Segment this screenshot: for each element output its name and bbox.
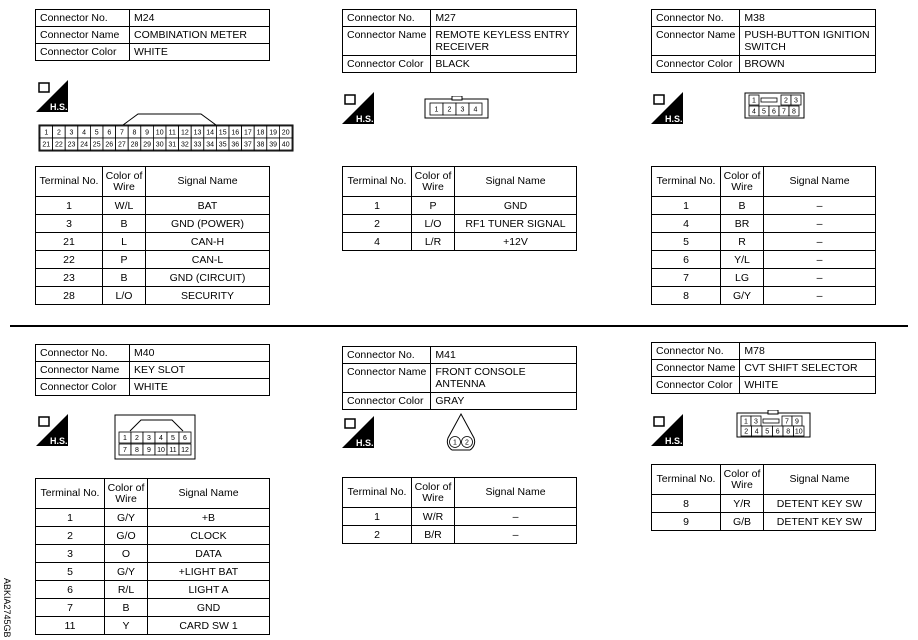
- terminal-no-cell: 28: [36, 287, 103, 305]
- connector-block-m40: [35, 344, 270, 396]
- wire-color-cell: L/O: [103, 287, 146, 305]
- signal-name-cell: CLOCK: [148, 527, 270, 545]
- connector-name-value: PUSH-BUTTON IGNITION SWITCH: [740, 27, 876, 56]
- pin-number: 5: [94, 129, 99, 137]
- pin-number: 26: [105, 141, 114, 149]
- connector-name-value: COMBINATION METER: [130, 27, 270, 44]
- signal-name-cell: SECURITY: [146, 287, 270, 305]
- connector-color-label: Connector Color: [36, 44, 130, 61]
- hs-label: H.S.: [356, 438, 374, 448]
- pin-number: 32: [181, 141, 189, 149]
- connector-name-label: Connector Name: [652, 27, 740, 56]
- connector-no-label: Connector No.: [36, 10, 130, 27]
- wire-color-cell: R/L: [105, 581, 148, 599]
- signal-name-cell: –: [455, 526, 577, 544]
- terminal-no-cell: 1: [343, 197, 412, 215]
- connector-name-value: CVT SHIFT SELECTOR: [740, 360, 876, 377]
- latch: [761, 98, 777, 102]
- wire-color-cell: Y/R: [721, 495, 764, 513]
- table-row: [36, 599, 270, 617]
- pin-number: 6: [775, 428, 780, 436]
- connector-color-label: Connector Color: [343, 393, 431, 410]
- connector-face-m78: [736, 410, 812, 443]
- hs-label: H.S.: [356, 114, 374, 124]
- pin-number: 1: [453, 439, 457, 447]
- pin-number: 2: [465, 439, 469, 447]
- terminal-no-cell: 2: [343, 526, 412, 544]
- pin-number: 14: [206, 129, 214, 137]
- table-row: [36, 197, 270, 215]
- pin-number: 10: [155, 129, 164, 137]
- pin-number: 19: [269, 129, 277, 137]
- connector-color-value: BLACK: [431, 56, 577, 73]
- terminal-table-m27: [342, 166, 577, 251]
- signal-name-cell: DATA: [148, 545, 270, 563]
- table-row: [652, 197, 876, 215]
- terminal-no-cell: 8: [652, 287, 721, 305]
- pin-number: 29: [143, 141, 151, 149]
- color-of-wire-header: Color of Wire: [412, 478, 455, 508]
- pin-number: 1: [123, 435, 127, 442]
- pin-number: 6: [107, 129, 112, 137]
- wire-color-cell: P: [103, 251, 146, 269]
- pin-number: 3: [147, 435, 151, 442]
- pin-number: 11: [169, 447, 177, 454]
- table-row: [343, 215, 577, 233]
- section-divider: [10, 325, 908, 327]
- pin-number: 9: [795, 418, 799, 426]
- pin-number: 12: [181, 129, 189, 137]
- table-row: [652, 251, 876, 269]
- terminal-no-cell: 2: [343, 215, 412, 233]
- terminal-no-cell: 5: [652, 233, 721, 251]
- signal-name-cell: LIGHT A: [148, 581, 270, 599]
- connector-info-table: [35, 9, 270, 61]
- signal-name-cell: CARD SW 1: [148, 617, 270, 635]
- terminal-table-m78: [651, 464, 876, 531]
- hs-label: H.S.: [665, 436, 683, 446]
- pin-number: 4: [752, 108, 756, 116]
- pin-number: 4: [82, 129, 87, 137]
- wire-color-cell: B/R: [412, 526, 455, 544]
- pin-number: 6: [183, 435, 187, 442]
- pin-number: 40: [281, 141, 290, 149]
- connector-color-value: WHITE: [130, 44, 270, 61]
- pin-number: 7: [119, 129, 124, 137]
- hs-icon: [651, 414, 681, 444]
- connector-face-m40: [114, 414, 196, 465]
- pin-number: 3: [69, 129, 74, 137]
- terminal-no-cell: 8: [652, 495, 721, 513]
- connector-face-m27: [424, 96, 490, 125]
- connector-name-value: KEY SLOT: [130, 362, 270, 379]
- signal-name-cell: GND (POWER): [146, 215, 270, 233]
- pin-number: 6: [772, 108, 776, 116]
- connector-name-label: Connector Name: [36, 27, 130, 44]
- pin-number: 22: [55, 141, 63, 149]
- signal-name-header: Signal Name: [148, 479, 270, 509]
- wire-color-cell: B: [103, 269, 146, 287]
- signal-name-cell: GND: [148, 599, 270, 617]
- pin-number: 1: [744, 418, 748, 426]
- connector-face-m41: [440, 412, 482, 459]
- pin-number: 13: [193, 129, 202, 137]
- wire-color-cell: LG: [721, 269, 764, 287]
- pin-number: 28: [130, 141, 139, 149]
- pin-number: 24: [80, 141, 88, 149]
- terminal-no-cell: 1: [652, 197, 721, 215]
- connector-name-value: FRONT CONSOLE ANTENNA: [431, 364, 577, 393]
- color-of-wire-header: Color of Wire: [721, 465, 764, 495]
- signal-name-header: Signal Name: [146, 167, 270, 197]
- terminal-no-cell: 22: [36, 251, 103, 269]
- table-row: [36, 215, 270, 233]
- terminal-no-header: Terminal No.: [36, 167, 103, 197]
- signal-name-cell: –: [764, 197, 876, 215]
- table-row: [343, 508, 577, 526]
- table-row: [343, 526, 577, 544]
- terminal-no-cell: 4: [343, 233, 412, 251]
- terminal-no-header: Terminal No.: [36, 479, 105, 509]
- terminal-table-m40: [35, 478, 270, 635]
- pin-number: 5: [765, 428, 770, 436]
- terminal-no-cell: 23: [36, 269, 103, 287]
- hs-icon: [342, 416, 372, 446]
- pin-number: 4: [473, 106, 478, 114]
- connector-no-label: Connector No.: [343, 10, 431, 27]
- table-row: [652, 513, 876, 531]
- signal-name-cell: –: [764, 233, 876, 251]
- connector-name-value: REMOTE KEYLESS ENTRY RECEIVER: [431, 27, 577, 56]
- connector-color-label: Connector Color: [36, 379, 130, 396]
- pin-number: 5: [762, 108, 766, 116]
- pin-number: 27: [118, 141, 126, 149]
- wire-color-cell: B: [103, 215, 146, 233]
- wire-color-cell: B: [721, 197, 764, 215]
- wire-color-cell: Y: [105, 617, 148, 635]
- table-row: [36, 617, 270, 635]
- terminal-no-header: Terminal No.: [652, 465, 721, 495]
- pin-number: 4: [754, 428, 759, 436]
- table-row: [36, 509, 270, 527]
- pin-number: 1: [434, 106, 439, 114]
- wire-color-cell: BR: [721, 215, 764, 233]
- terminal-no-header: Terminal No.: [343, 167, 412, 197]
- table-row: [36, 563, 270, 581]
- connector-color-label: Connector Color: [343, 56, 431, 73]
- table-row: [36, 269, 270, 287]
- connector-no-value: M27: [431, 10, 577, 27]
- wire-color-cell: G/O: [105, 527, 148, 545]
- pin-number: 21: [42, 141, 51, 149]
- pin-number: 11: [168, 129, 176, 137]
- wire-color-cell: L/O: [412, 215, 455, 233]
- terminal-no-cell: 21: [36, 233, 103, 251]
- terminal-no-header: Terminal No.: [652, 167, 721, 197]
- color-of-wire-header: Color of Wire: [721, 167, 764, 197]
- wire-color-cell: G/B: [721, 513, 764, 531]
- pin-number: 8: [135, 447, 139, 454]
- signal-name-cell: –: [764, 287, 876, 305]
- pin-number: 8: [792, 108, 796, 116]
- pin-number: 2: [447, 106, 452, 114]
- terminal-no-header: Terminal No.: [343, 478, 412, 508]
- pin-number: 5: [171, 435, 175, 442]
- pin-number: 2: [56, 129, 61, 137]
- connector-no-label: Connector No.: [652, 10, 740, 27]
- pin-number: 35: [218, 141, 227, 149]
- pin-number: 2: [135, 435, 139, 442]
- pin-number: 17: [244, 129, 252, 137]
- signal-name-cell: CAN-L: [146, 251, 270, 269]
- pin-number: 37: [244, 141, 252, 149]
- connector-no-value: M41: [431, 347, 577, 364]
- pin-number: 36: [231, 141, 240, 149]
- connector-name-label: Connector Name: [652, 360, 740, 377]
- connector-color-value: WHITE: [740, 377, 876, 394]
- pin-number: 9: [147, 447, 151, 454]
- terminal-table-m41: [342, 477, 577, 544]
- terminal-table-m24: [35, 166, 270, 305]
- pin-number: 1: [752, 97, 756, 105]
- connector-no-label: Connector No.: [343, 347, 431, 364]
- hs-label: H.S.: [50, 436, 68, 446]
- connector-no-label: Connector No.: [36, 345, 130, 362]
- wire-color-cell: O: [105, 545, 148, 563]
- signal-name-cell: BAT: [146, 197, 270, 215]
- pin-number: 31: [168, 141, 177, 149]
- signal-name-cell: +B: [148, 509, 270, 527]
- table-row: [36, 251, 270, 269]
- connector-no-label: Connector No.: [652, 343, 740, 360]
- hs-label: H.S.: [665, 114, 683, 124]
- terminal-no-cell: 2: [36, 527, 105, 545]
- pin-number: 18: [256, 129, 265, 137]
- connector-no-value: M38: [740, 10, 876, 27]
- wire-color-cell: G/Y: [105, 563, 148, 581]
- pin-number: 2: [744, 428, 749, 436]
- connector-block-m78: [651, 342, 876, 394]
- signal-name-cell: RF1 TUNER SIGNAL: [455, 215, 577, 233]
- pin-number: 10: [794, 428, 803, 436]
- table-row: [652, 495, 876, 513]
- table-row: [36, 545, 270, 563]
- signal-name-cell: –: [764, 251, 876, 269]
- terminal-no-cell: 1: [36, 509, 105, 527]
- signal-name-cell: –: [455, 508, 577, 526]
- connector-color-value: WHITE: [130, 379, 270, 396]
- connector-block-m27: [342, 9, 577, 73]
- table-row: [652, 287, 876, 305]
- latch: [763, 419, 779, 423]
- pin-number: 34: [206, 141, 214, 149]
- connector-block-m24: [35, 9, 270, 61]
- table-row: [652, 215, 876, 233]
- pin-number: 23: [67, 141, 76, 149]
- figure-code: ABKIA2745GB: [2, 578, 12, 638]
- pin-number: 30: [155, 141, 164, 149]
- signal-name-cell: +12V: [455, 233, 577, 251]
- pin-number: 8: [786, 428, 791, 436]
- connector-block-m41: [342, 346, 577, 410]
- terminal-no-cell: 4: [652, 215, 721, 233]
- wire-color-cell: B: [105, 599, 148, 617]
- hs-icon: [36, 414, 66, 444]
- connector-no-value: M40: [130, 345, 270, 362]
- wire-color-cell: P: [412, 197, 455, 215]
- hs-icon: [36, 80, 66, 110]
- connector-no-value: M78: [740, 343, 876, 360]
- color-of-wire-header: Color of Wire: [103, 167, 146, 197]
- pin-number: 2: [784, 97, 788, 105]
- signal-name-cell: GND (CIRCUIT): [146, 269, 270, 287]
- wire-color-cell: W/L: [103, 197, 146, 215]
- hs-icon: [342, 92, 372, 122]
- color-of-wire-header: Color of Wire: [412, 167, 455, 197]
- connector-name-label: Connector Name: [36, 362, 130, 379]
- pin-number: 7: [123, 447, 127, 454]
- signal-name-cell: DETENT KEY SW: [764, 513, 876, 531]
- terminal-no-cell: 1: [343, 508, 412, 526]
- connector-no-value: M24: [130, 10, 270, 27]
- table-row: [36, 527, 270, 545]
- color-of-wire-header: Color of Wire: [105, 479, 148, 509]
- pin-number: 3: [460, 106, 465, 114]
- pin-number: 20: [281, 129, 290, 137]
- terminal-table-m38: [651, 166, 876, 305]
- terminal-no-cell: 7: [36, 599, 105, 617]
- wire-color-cell: G/Y: [721, 287, 764, 305]
- signal-name-cell: –: [764, 215, 876, 233]
- pin-number: 4: [159, 435, 163, 442]
- pin-number: 15: [218, 129, 227, 137]
- terminal-no-cell: 6: [36, 581, 105, 599]
- pin-number: 7: [785, 418, 789, 426]
- connector-block-m38: [651, 9, 876, 73]
- table-row: [36, 581, 270, 599]
- table-row: [36, 287, 270, 305]
- terminal-no-cell: 11: [36, 617, 105, 635]
- pin-number: 1: [44, 129, 49, 137]
- table-row: [343, 197, 577, 215]
- pin-number: 16: [231, 129, 240, 137]
- pin-number: 3: [754, 418, 758, 426]
- wire-color-cell: L: [103, 233, 146, 251]
- table-row: [36, 233, 270, 251]
- hs-icon: [651, 92, 681, 122]
- connector-face-m24: [38, 108, 296, 157]
- wire-color-cell: W/R: [412, 508, 455, 526]
- pin-number: 9: [145, 129, 150, 137]
- terminal-no-cell: 3: [36, 545, 105, 563]
- terminal-no-cell: 5: [36, 563, 105, 581]
- terminal-no-cell: 1: [36, 197, 103, 215]
- hs-label: H.S.: [50, 102, 68, 112]
- connector-color-value: BROWN: [740, 56, 876, 73]
- pin-number: 39: [269, 141, 277, 149]
- signal-name-header: Signal Name: [764, 167, 876, 197]
- terminal-no-cell: 3: [36, 215, 103, 233]
- pin-number: 3: [794, 97, 798, 105]
- signal-name-cell: GND: [455, 197, 577, 215]
- connector-color-label: Connector Color: [652, 56, 740, 73]
- connector-color-value: GRAY: [431, 393, 577, 410]
- pin-number: 25: [92, 141, 101, 149]
- signal-name-header: Signal Name: [455, 167, 577, 197]
- terminal-no-cell: 7: [652, 269, 721, 287]
- signal-name-cell: –: [764, 269, 876, 287]
- pin-number: 38: [256, 141, 265, 149]
- terminal-no-cell: 6: [652, 251, 721, 269]
- table-row: [343, 233, 577, 251]
- pin-number: 7: [782, 108, 786, 116]
- pin-number: 10: [157, 447, 165, 454]
- signal-name-header: Signal Name: [764, 465, 876, 495]
- terminal-no-cell: 9: [652, 513, 721, 531]
- connector-face-m38: [744, 92, 806, 125]
- signal-name-cell: DETENT KEY SW: [764, 495, 876, 513]
- wire-color-cell: L/R: [412, 233, 455, 251]
- pin-number: 33: [193, 141, 202, 149]
- connector-name-label: Connector Name: [343, 27, 431, 56]
- wire-color-cell: G/Y: [105, 509, 148, 527]
- wire-color-cell: Y/L: [721, 251, 764, 269]
- signal-name-cell: CAN-H: [146, 233, 270, 251]
- table-row: [652, 233, 876, 251]
- pin-number: 12: [181, 447, 189, 454]
- table-row: [652, 269, 876, 287]
- signal-name-header: Signal Name: [455, 478, 577, 508]
- wire-color-cell: R: [721, 233, 764, 251]
- signal-name-cell: +LIGHT BAT: [148, 563, 270, 581]
- pin-number: 8: [132, 129, 137, 137]
- connector-color-label: Connector Color: [652, 377, 740, 394]
- connector-name-label: Connector Name: [343, 364, 431, 393]
